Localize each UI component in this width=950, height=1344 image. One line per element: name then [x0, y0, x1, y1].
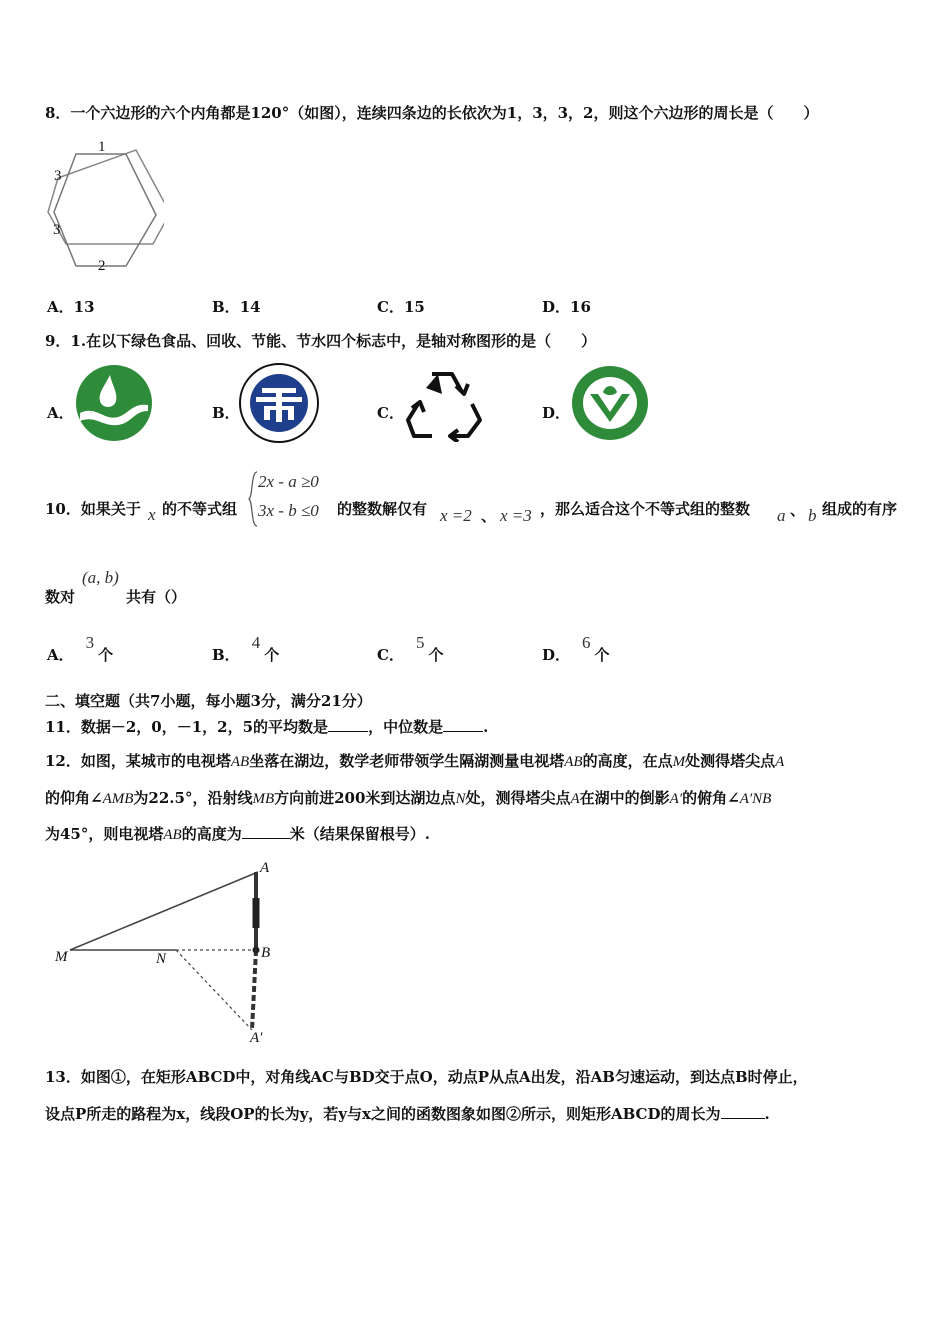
- q10-mid1: 的不等式组: [162, 500, 238, 518]
- q10-sol2: x =3: [500, 506, 532, 525]
- q10-option-a[interactable]: A．3个: [47, 633, 114, 664]
- fig-label-a: A: [260, 860, 270, 876]
- q11-blank-median[interactable]: [443, 717, 483, 732]
- q10-tail: 组成的有序: [822, 500, 898, 518]
- green-food-logo-icon[interactable]: [570, 364, 650, 442]
- q8-hexagon-outline: [44, 138, 164, 278]
- q11-blank-mean[interactable]: [328, 717, 368, 732]
- q12-line3: 为45°，则电视塔AB的高度为 米（结果保留根号）.: [45, 825, 430, 843]
- hexagon-side-label-upper-left: 3: [54, 168, 62, 184]
- q12-blank-height[interactable]: [242, 824, 290, 839]
- q9-stem: 9．1.在以下绿色食品、回收、节能、节水四个标志中，是轴对称图形的是（ ）: [45, 332, 597, 350]
- q8-stem: 8．一个六边形的六个内角都是120°（如图），连续四条边的长依次为1，3，3，2，则这个六边形的周长是（ ）: [45, 104, 819, 122]
- q10-ineq1: 2x - a ≥0: [258, 472, 319, 491]
- water-saving-logo-icon[interactable]: [74, 363, 154, 443]
- q10-mid2: 的整数解仅有: [337, 500, 428, 518]
- q9-option-c-letter: C．: [377, 404, 404, 422]
- q9-option-b-letter: B．: [212, 404, 240, 422]
- q8-option-c[interactable]: C．15: [377, 298, 425, 316]
- fig-label-a-prime: A′: [250, 1030, 263, 1046]
- section2-heading: 二、填空题（共7小题，每小题3分，满分21分）: [45, 692, 372, 710]
- q13-line1: 13．如图①，在矩形ABCD中，对角线AC与BD交于点O，动点P从点A出发，沿AB匀速运动，到达点B时停止，: [45, 1068, 808, 1086]
- fig-label-m: M: [55, 949, 68, 965]
- q10-pair: (a, b): [82, 568, 119, 587]
- q10-mid3: ，那么适合这个不等式组的整数: [540, 500, 751, 518]
- q12-line2: 的仰角∠AMB为22.5°，沿射线MB方向前进200米到达湖边点N处，测得塔尖点A在湖中的倒影A′的俯角∠A′NB: [45, 789, 772, 807]
- q9-option-d-letter: D．: [542, 404, 571, 422]
- recycle-logo-icon[interactable]: [402, 364, 486, 442]
- hexagon-side-label-lower-left: 3: [53, 222, 61, 238]
- q8-option-d[interactable]: D．16: [542, 298, 591, 316]
- q13-blank-perimeter[interactable]: [721, 1104, 765, 1119]
- q8-option-a[interactable]: A．13: [47, 298, 95, 316]
- q10-line2-post: 共有（）: [126, 588, 187, 606]
- fig-label-b: B: [261, 945, 271, 961]
- q10-lead: 10．如果关于: [45, 500, 141, 518]
- q10-var-b: b: [808, 506, 817, 525]
- fig-label-n: N: [156, 951, 167, 967]
- q10-sol1: x =2: [440, 506, 472, 525]
- energy-saving-logo-icon[interactable]: [238, 362, 320, 444]
- q10-option-d[interactable]: D．6个: [542, 633, 610, 664]
- q12-line1: 12．如图，某城市的电视塔AB坐落在湖边，数学老师带领学生隔湖测量电视塔AB的高度，在点M处测得塔尖点A: [45, 752, 785, 770]
- q12-tower-figure: [50, 858, 290, 1050]
- q11-text: 11．数据－2，0，－1，2，5的平均数是 ，中位数是 .: [45, 718, 489, 736]
- q9-option-a-letter: A．: [47, 404, 74, 422]
- q8-option-b[interactable]: B．14: [212, 298, 261, 316]
- q10-var-x: x: [148, 505, 156, 524]
- q13-line2: 设点P所走的路程为x，线段OP的长为y，若y与x之间的函数图象如图②所示，则矩形ABCD的周长为 .: [45, 1105, 770, 1123]
- hexagon-side-label-top: 1: [98, 139, 106, 155]
- q10-option-c[interactable]: C．5个: [377, 633, 444, 664]
- q10-var-a: a: [777, 506, 786, 525]
- q10-sep1: 、: [481, 507, 497, 525]
- q10-line2-pre: 数对: [45, 588, 76, 606]
- hexagon-side-label-bottom: 2: [98, 258, 106, 274]
- q10-ineq2: 3x - b ≤0: [258, 501, 319, 520]
- q10-sep2: 、: [790, 501, 806, 519]
- q10-option-b[interactable]: B．4个: [212, 633, 280, 664]
